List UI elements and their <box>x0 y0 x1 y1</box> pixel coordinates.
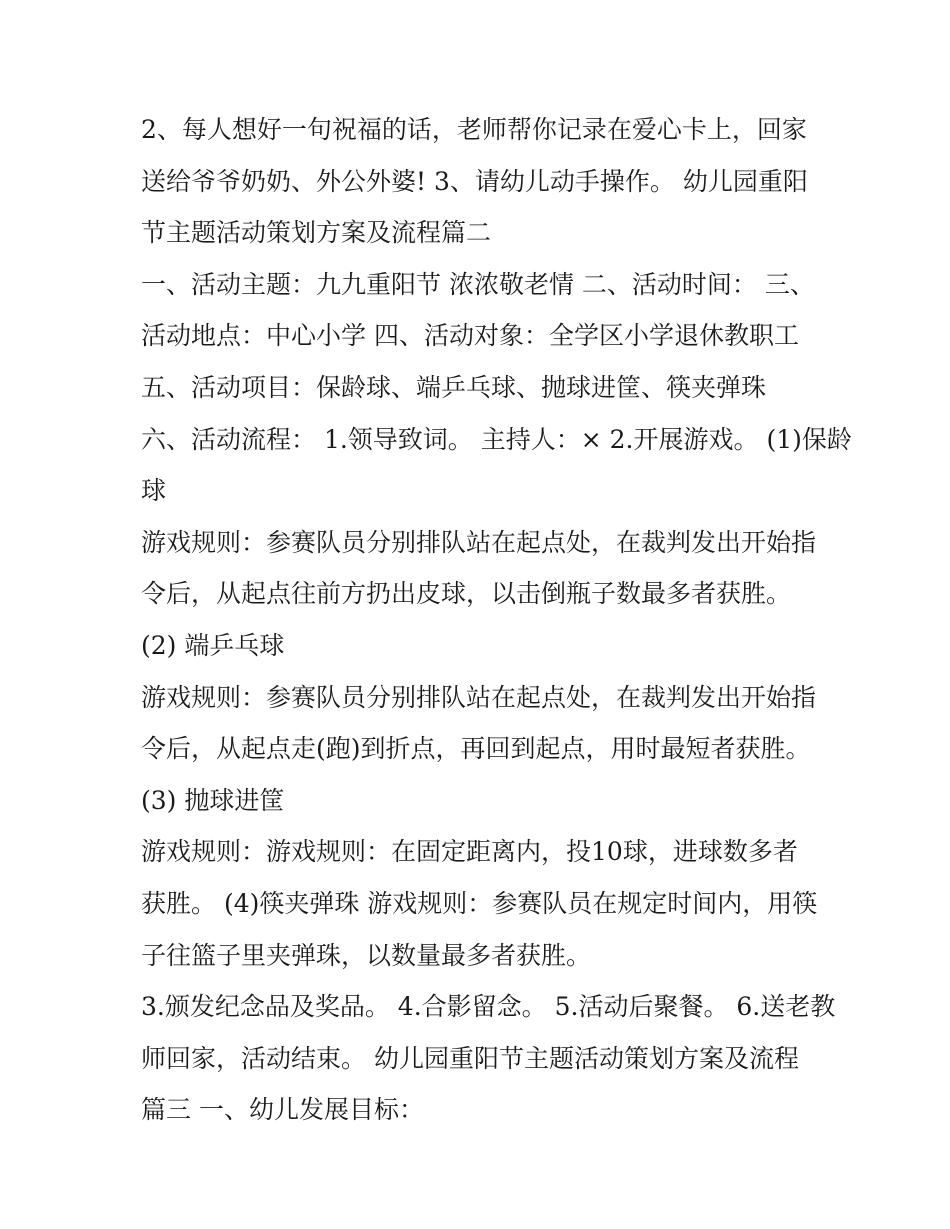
text-line: 活动地点：中心小学 四、活动对象：全学区小学退休教职工 <box>141 321 799 351</box>
text-line: (2) 端乒乓球 <box>141 630 285 660</box>
text-line: 令后，从起点往前方扔出皮球，以击倒瓶子数最多者获胜。 <box>141 579 792 609</box>
text-line: 2、每人想好一句祝福的话，老师帮你记录在爱心卡上，回家 <box>141 115 807 144</box>
text-line: 3.颁发纪念品及奖品。 4.合影留念。 5.活动后聚餐。 6.送老教 <box>141 992 836 1022</box>
text-line: 游戏规则：参赛队员分别排队站在起点处，在裁判发出开始指 <box>141 682 817 712</box>
text-line: 师回家，活动结束。 幼儿园重阳节主题活动策划方案及流程 <box>141 1043 799 1073</box>
text-line: 六、活动流程： 1.领导致词。 主持人：× 2.开展游戏。 (1)保龄 <box>141 424 852 454</box>
text-line: 送给爷爷奶奶、外公外婆! 3、请幼儿动手操作。 幼儿园重阳 <box>141 166 808 196</box>
text-line: 篇三 一、幼儿发展目标： <box>141 1095 424 1125</box>
text-line: 节主题活动策划方案及流程篇二 <box>141 218 492 248</box>
text-line: 游戏规则：参赛队员分别排队站在起点处，在裁判发出开始指 <box>141 527 817 557</box>
text-line: 令后，从起点走(跑)到折点，再回到起点，用时最短者获胜。 <box>141 734 811 764</box>
text-line: 子往篮子里夹弹珠，以数量最多者获胜。 <box>141 940 592 970</box>
document-body <box>141 104 852 1136</box>
text-line: 获胜。 (4)筷夹弹珠 游戏规则：参赛队员在规定时间内，用筷 <box>141 888 818 918</box>
text-line: 球 <box>141 476 167 506</box>
text-line: (3) 抛球进筐 <box>141 785 285 815</box>
text-line: 五、活动项目：保龄球、端乒乓球、抛球进筐、筷夹弹珠 <box>141 372 767 402</box>
text-line: 一、活动主题：九九重阳节 浓浓敬老情 二、活动时间： 三、 <box>141 269 815 299</box>
text-line: 游戏规则：游戏规则：在固定距离内，投10球，进球数多者 <box>141 837 798 867</box>
